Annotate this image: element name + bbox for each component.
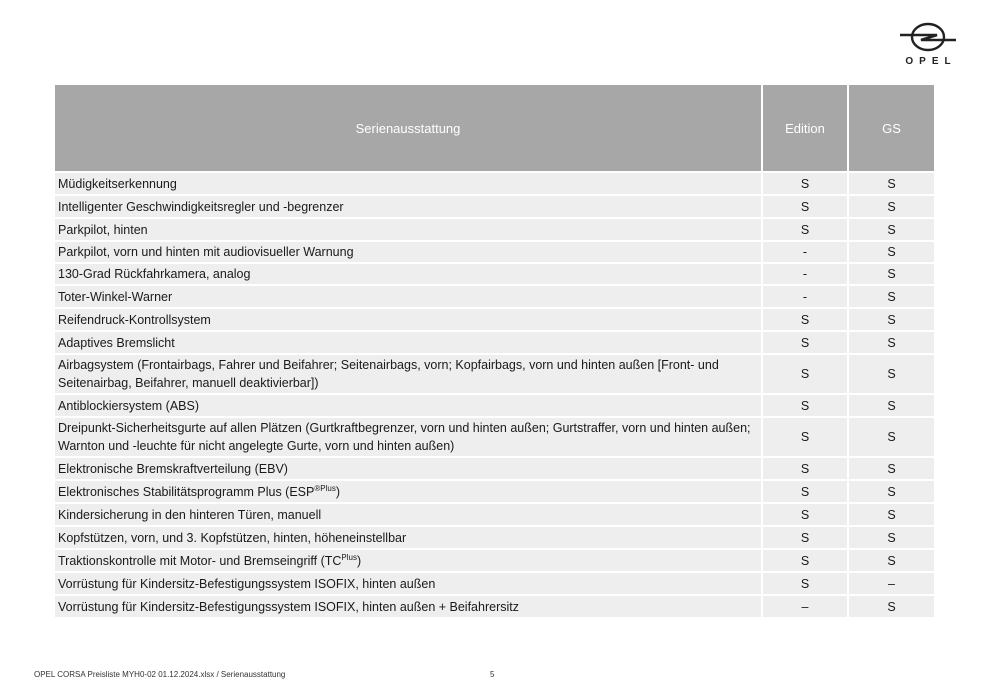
gs-cell: S [847,594,934,617]
feature-cell: Elektronisches Stabilitätsprogramm Plus $(ESP^{®Plus})$ [55,479,761,502]
edition-cell: S [761,353,847,393]
feature-cell: Airbagsystem (Frontairbags, Fahrer und Beifahrer; Seitenairbags, vorn; Kopfairbags, vorn und hinten außen [Front- und Seitenairbag, Beifahrer, manuell deaktivierbar]) [55,353,761,393]
feature-cell: Traktionskontrolle mit Motor- und Bremseingriff $(TC^{Plus})$ [55,548,761,571]
feature-cell: 130-Grad Rückfahrkamera, analog [55,262,761,284]
edition-cell: S [761,330,847,353]
edition-cell: S [761,217,847,240]
edition-cell: S [761,171,847,194]
edition-cell: – [761,594,847,617]
edition-cell: S [761,307,847,330]
edition-cell: S [761,525,847,548]
gs-cell: S [847,353,934,393]
gs-cell: S [847,171,934,194]
gs-cell: S [847,393,934,416]
table-row [55,307,934,330]
feature-cell: Parkpilot, hinten [55,217,761,240]
footer-source: OPEL CORSA Preisliste MYH0-02 01.12.2024.xlsx / Serienausstattung [34,670,286,679]
gs-cell: S [847,502,934,525]
edition-cell: S [761,194,847,217]
table-row [55,284,934,307]
feature-cell: Dreipunkt-Sicherheitsgurte auf allen Plätzen (Gurtkraftbegrenzer, vorn und hinten außen; Gurtstraffer, vorn und hinten außen; Warnton und -leuchte für nicht angelegte Gurte, vorn und hinten außen) [55,416,761,456]
table-row [55,330,934,353]
table-row [55,456,934,479]
edition-cell: S [761,416,847,456]
table-row [55,594,934,617]
feature-cell: Elektronische Bremskraftverteilung (EBV) [55,456,761,479]
table-row [55,479,934,502]
opel-logo [896,22,960,70]
feature-cell: Kindersicherung in den hinteren Türen, manuell [55,502,761,525]
feature-cell: Müdigkeitserkennung [55,171,761,194]
table-row [55,171,934,194]
feature-cell: Toter-Winkel-Warner [55,284,761,307]
edition-cell: S [761,479,847,502]
header-serienausstattung: Serienausstattung [55,85,761,171]
header-edition: Edition [761,85,847,171]
gs-cell: S [847,479,934,502]
gs-cell: S [847,525,934,548]
opel-blitz-icon [899,22,957,52]
gs-cell: S [847,284,934,307]
table-row [55,525,934,548]
gs-cell: S [847,307,934,330]
edition-cell: - [761,284,847,307]
gs-cell: S [847,262,934,284]
feature-cell: Vorrüstung für Kindersitz-Befestigungssystem ISOFIX, hinten außen [55,571,761,594]
gs-cell: S [847,456,934,479]
table-row [55,571,934,594]
edition-cell: - [761,240,847,262]
table-row [55,262,934,284]
feature-cell: Intelligenter Geschwindigkeitsregler und -begrenzer [55,194,761,217]
edition-cell: S [761,571,847,594]
edition-cell: S [761,502,847,525]
gs-cell: S [847,548,934,571]
edition-cell: S [761,548,847,571]
gs-cell: S [847,240,934,262]
opel-wordmark: OPEL [905,56,957,67]
feature-cell: Adaptives Bremslicht [55,330,761,353]
feature-cell: Kopfstützen, vorn, und 3. Kopfstützen, hinten, höheneinstellbar [55,525,761,548]
gs-cell: S [847,416,934,456]
table-row [55,393,934,416]
gs-cell: S [847,217,934,240]
equipment-table [55,85,934,617]
gs-cell: S [847,194,934,217]
table-row [55,548,934,571]
edition-cell: S [761,456,847,479]
table-row [55,217,934,240]
table-row [55,194,934,217]
gs-cell: S [847,330,934,353]
feature-cell: Reifendruck-Kontrollsystem [55,307,761,330]
header-gs: GS [847,85,934,171]
page-number: 5 [490,670,495,679]
feature-cell: Parkpilot, vorn und hinten mit audiovisueller Warnung [55,240,761,262]
table-row [55,353,934,393]
table-row [55,416,934,456]
table-header-row [55,85,934,171]
edition-cell: - [761,262,847,284]
table-row [55,240,934,262]
table-row [55,502,934,525]
edition-cell: S [761,393,847,416]
gs-cell: – [847,571,934,594]
feature-cell: Vorrüstung für Kindersitz-Befestigungssystem ISOFIX, hinten außen + Beifahrersitz [55,594,761,617]
feature-cell: Antiblockiersystem (ABS) [55,393,761,416]
